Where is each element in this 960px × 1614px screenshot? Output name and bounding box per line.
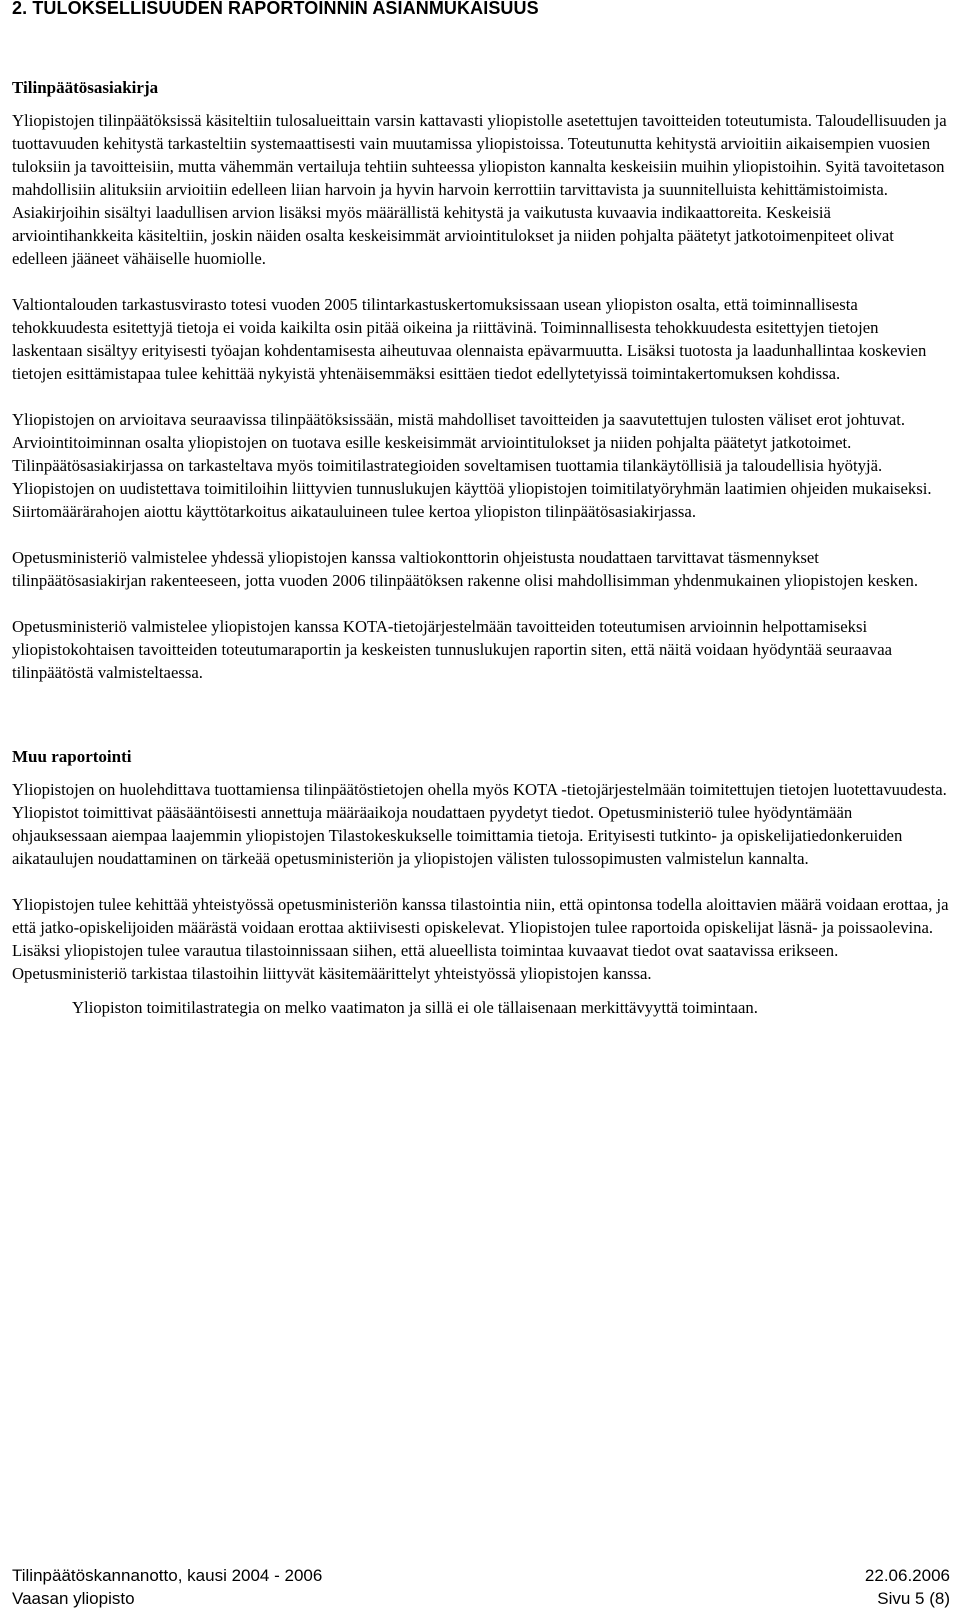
paragraph: Yliopistojen on arvioitava seuraavissa tilinpäätöksissään, mistä mahdolliset tavoitteiden ja saavutettujen tulosten väliset erot johtuvat. Arviointitoiminnan osalta yliopistojen on tuotava esille keskeisimmät arviointitulokset ja niiden pohjalta päätetyt jatkotoimet. Tilinpäätösasiakirjassa on tarkasteltava myös toimitilastrategioiden soveltamisen tuottamia tilankäytöllisiä ja taloudellisia hyötyjä. Yliopistojen on uudistettava toimitiloihin liittyvien tunnuslukujen käyttöä yliopistojen toimitilatyöryhmän laatimien ohjeiden mukaiseksi. Siirtomäärärahojen aiottu käyttötarkoitus aikatauluineen tulee kertoa yliopiston tilinpäätösasiakirjassa. <box>12 410 932 521</box>
paragraph: Opetusministeriö valmistelee yhdessä yliopistojen kanssa valtiokonttorin ohjeistusta noudattaen tarvittavat täsmennykset tilinpäätösasiakirjan rakenteeseen, jotta vuoden 2006 tilinpäätöksen rakenne olisi mahdollisimman yhdenmukainen yliopistojen kesken. <box>12 548 919 590</box>
footer-row-1 <box>12 1564 950 1587</box>
footer-document-title: Tilinpäätöskannanotto, kausi 2004 - 2006 <box>12 1566 323 1585</box>
subheading-muu-raportointi: Muu raportointi <box>12 747 132 766</box>
footer-organization: Vaasan yliopisto <box>12 1589 135 1608</box>
section-title: 2. TULOKSELLISUUDEN RAPORTOINNIN ASIANMUKAISUUS <box>12 0 539 18</box>
page-footer <box>12 1564 950 1610</box>
paragraph: Opetusministeriö valmistelee yliopistojen kanssa KOTA-tietojärjestelmään tavoitteiden toteutumisen arvioinnin helpottamiseksi yliopistokohtaisen tavoitteiden toteutumaraportin ja keskeisten tunnuslukujen raportin siten, että näitä voidaan hyödyntää seuraavaa tilinpäätöstä valmisteltaessa. <box>12 617 893 682</box>
subheading-tilinpaatosasiakirja: Tilinpäätösasiakirja <box>12 78 159 97</box>
footer-row-2 <box>12 1587 950 1610</box>
closing-statement: Yliopiston toimitilastrategia on melko vaatimaton ja sillä ei ole tällaisenaan merkittävyyttä toimintaan. <box>72 998 758 1017</box>
footer-date: 22.06.2006 <box>864 1566 950 1585</box>
paragraph: Yliopistojen tulee kehittää yhteistyössä opetusministeriön kanssa tilastointia niin, että opintonsa todella aloittavien määrä voidaan erottaa, ja että jatko-opiskelijoiden määrästä voidaan erottaa aktiivisesti opiskelevat. Yliopistojen tulee raportoida opiskelijat läsnä- ja poissaolevina. Lisäksi yliopistojen tulee varautua tilastoinnissaan siihen, että alueellista toimintaa kuvaavat tiedot ovat saatavissa erikseen. Opetusministeriö tarkistaa tilastoihin liittyvät käsitemäärittelyt yhteistyössä yliopistojen kanssa. <box>12 895 949 983</box>
document-page <box>12 0 950 1019</box>
paragraph: Valtiontalouden tarkastusvirasto totesi vuoden 2005 tilintarkastuskertomuksissaan usean yliopiston osalta, että toiminnallisesta tehokkuudesta esitettyjä tietoja ei voida kaikilta osin pitää oikeina ja riittävinä. Toiminnallisesta tehokkuudesta esitettyjen tietojen laskentaan sisältyy erityisesti työajan kohdentamisesta aiheutuvaa olennaista epävarmuutta. Lisäksi tuotosta ja laadunhallintaa koskevien tietojen esittämistapaa tulee kehittää nykyistä yhtenäisemmäksi esittäen tiedot edellytetyissä toimintakertomuksen kohdissa. <box>12 295 927 383</box>
paragraph: Yliopistojen on huolehdittava tuottamiensa tilinpäätöstietojen ohella myös KOTA -tietojärjestelmään toimitettujen tietojen luotettavuudesta. Yliopistot toimittivat pääsääntöisesti annettuja määräaikoja noudattaen pyydetyt tiedot. Opetusministeriö tulee hyödyntämään ohjauksessaan aiempaa laajemmin yliopistojen Tilastokeskukselle toimittamia tietoja. Erityisesti tutkinto- ja opiskelijatiedonkeruiden aikataulujen noudattaminen on tärkeää opetusministeriön ja yliopistojen välisten tulossopimusten valmistelun kannalta. <box>12 780 947 868</box>
paragraph: Yliopistojen tilinpäätöksissä käsiteltiin tulosalueittain varsin kattavasti yliopistolle asetettujen tavoitteiden toteutumista. Taloudellisuuden ja tuottavuuden kehitystä tarkasteltiin systemaattisesti vain muutamissa yliopistoissa. Toteutunutta kehitystä arvioitiin aikaisempien vuosien tuloksiin ja tavoitteisiin, mutta vähemmän vertailuja tehtiin suhteessa yliopiston kannalta keskeisiin muihin yliopistoihin. Syitä tavoitetason mahdollisiin alituksiin arvioitiin edelleen liian harvoin ja hyvin harvoin kerrottiin tarvittavista ja suunnitelluista kehittämistoimista. Asiakirjoihin sisältyi laadullisen arvion lisäksi myös määrällistä kehitystä ja vaikutusta kuvaavia indikaattoreita. Keskeisiä arviointihankkeita käsiteltiin, joskin näiden osalta keskeisimmät arviointitulokset ja niiden pohjalta päätetyt jatkotoimenpiteet olivat edelleen jääneet vähäiselle huomiolle. <box>12 111 947 268</box>
footer-page-number: Sivu 5 (8) <box>877 1589 950 1608</box>
